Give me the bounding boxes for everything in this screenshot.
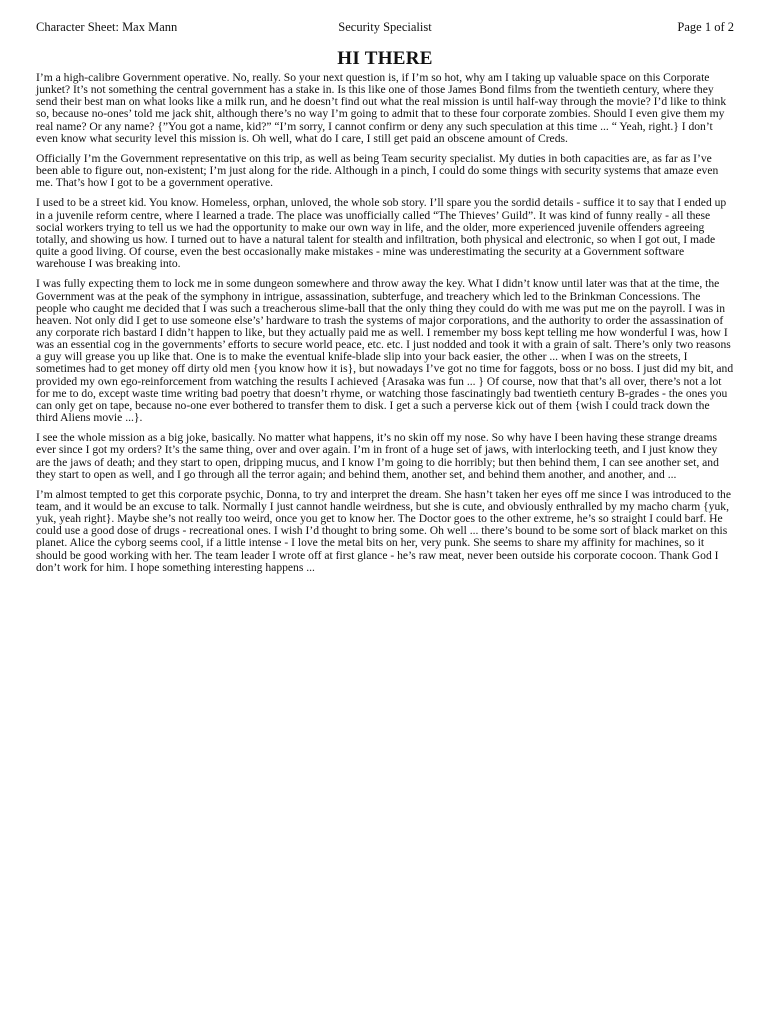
paragraph: I’m a high-calibre Government operative. No, really. So your next question is, if I’m so hot, why am I taking up valuable space on this Corporate junket? It’s not something the central government has a stake in. Is this like one of those James Bond films from the twentieth century, where they send their best man on what looks like a milk run, and he doesn’t find out what the real mission is until half-way through the movie? I’d like to think so, because no-ones’ told me jack shit, although there’s no way I’m going to admit that to these four corporate zombies. Should I even give them my real name? Or any name? {”You got a name, kid?” “I’m sorry, I cannot confirm or deny any such speculation at this time ... “ Yeah, right.} I don’t even know what security level this mission is. Oh well, what do I care, I still get paid an obscene amount of Creds.: [36, 71, 727, 145]
document-title: HI THERE: [337, 48, 433, 69]
paragraph: I see the whole mission as a big joke, basically. No matter what happens, it’s no skin off my nose. So why have I been having these strange dreams ever since I got my orders? It’s the same thing, over and over again. I’m in front of a huge set of jaws, with interlocking teeth, and I just know they are the jaws of death; and they start to open, dripping mucus, and I know I’m going to die horribly; but then behind them, I can see another set, and they start to open as well, and I go through all the terror again; and behind them, another set, and behind them another, and another, and ...: [36, 431, 719, 481]
paragraph: I was fully expecting them to lock me in some dungeon somewhere and throw away the key. What I didn’t know until later was that at the time, the Government was at the peak of the symphony in intrigue, assassination, subterfuge, and treachery which led to the Brinkman Concessions. The people who caught me decided that I was such a treacherous slime-ball that the only thing they could do with me was put me on the payroll. I was in heaven. Not only did I get to use someone else’s’ hardware to trash the systems of major corporations, and the authority to order the assassination of any corporate rich bastard I didn’t happen to like, but they actually paid me as well. I remember my boss kept telling me how wonderful I was, how I was an essential cog in the governments’ efforts to secure world peace, etc. etc. I just nodded and took it with a grain of salt. There’s only two reasons a guy will grease you up like that. One is to make the eventual knife-blade slip into your back easier, the other ... when I was on the streets, I sometimes had to get money off dirty old men {you know how it is}, but nowadays I’ve got no time for faggots, boss or no boss. I just did my bit, and provided my own ego-reinforcement from watching the results I achieved {Arasaka was fun ... } Of course, now that that’s all over, there’s not a lot for me to do, except waste time writing bad poetry that doesn’t rhyme, or watching those fascinatingly bad twentieth century B-grades - the ones you can only get on tape, because no-one ever bothered to transfer them to disk. I get a such a perverse kick out of them {wish I could track down the third Aliens movie ...}.: [36, 277, 734, 425]
document-body: [36, 72, 734, 574]
paragraph: Officially I’m the Government representative on this trip, as well as being Team security specialist. My duties in both capacities are, as far as I’ve been able to figure out, non-existent; I’m just along for the ride. Although in a pinch, I could do some things with security systems that amaze even me. That’s how I got to be a government operative.: [36, 151, 719, 190]
header-center: Security Specialist: [338, 20, 432, 34]
page-header: [36, 18, 734, 36]
paragraph: I used to be a street kid. You know. Homeless, orphan, unloved, the whole sob story. I’ll spare you the sordid details - suffice it to say that I ended up in a juvenile reform centre, where I learned a trade. The place was unofficially called “The Thieves’ Guild”. It was kind of funny really - all these social workers trying to tell us we had the opportunity to make our own way in life, and the older, more experienced juvenile offenders agreeing totally, and showing us how. I turned out to have a natural talent for stealth and infiltration, both physical and electronic, so when I got out, I made quite a good living. Of course, even the best occasionally make mistakes - mine was underestimating the security at a Government software warehouse I was breaking into.: [36, 196, 727, 271]
header-right: Page 1 of 2: [677, 20, 734, 34]
document-page: [36, 18, 734, 582]
header-left: Character Sheet: Max Mann: [36, 20, 178, 34]
paragraph: I’m almost tempted to get this corporate psychic, Donna, to try and interpret the dream. She hasn’t taken her eyes off me since I was introduced to the team, and it would be an excuse to talk. Normally I just cannot handle weirdness, but she is cute, and obviously enthralled by my macho charm {yuk, yuk, yeah right}. Maybe she’s not really too weird, once you get to know her. The Doctor goes to the other extreme, he’s so straight I could barf. He could use a good dose of drugs - recreational ones. I wish I’d thought to bring some. Oh well ... there’s bound to be some sort of black market on this planet. Alice the cyborg seems cool, if a little intense - I love the metal bits on her, very punk. She seems to share my affinity for machines, so it should be good working with her. The team leader I wrote off at first glance - he’s raw meat, never been outside his corporate cocoon. Thank God I don’t work for him. I hope something interesting happens ...: [36, 487, 731, 574]
